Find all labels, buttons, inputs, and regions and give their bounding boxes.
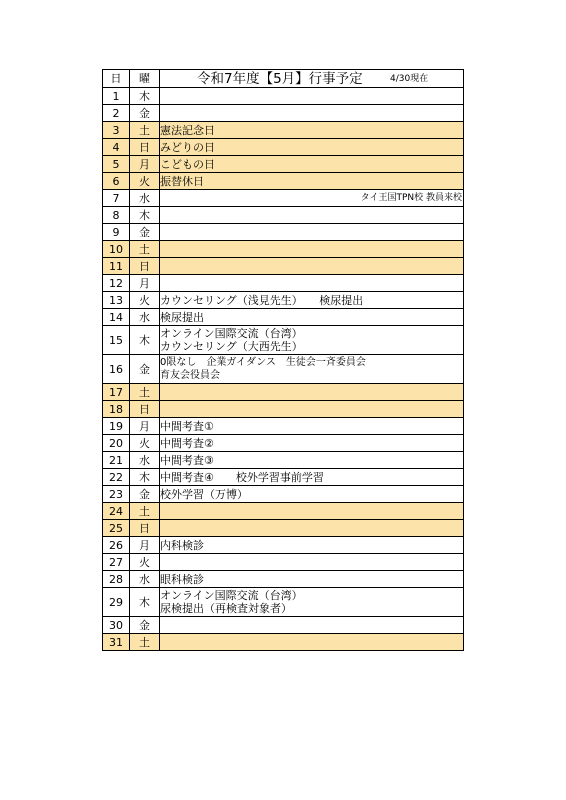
event-text: カウンセリング（浅見先生） 検尿提出	[160, 293, 364, 307]
table-row	[103, 88, 464, 105]
table-row	[103, 503, 464, 520]
event-text: 振替休日	[160, 174, 204, 188]
weekday: 水	[130, 452, 160, 469]
day-number: 11	[103, 258, 130, 275]
event-text: オンライン国際交流（台湾）	[160, 327, 303, 340]
event-cell	[160, 418, 464, 435]
table-row	[103, 617, 464, 634]
event-text: 内科検診	[160, 538, 204, 552]
day-number: 9	[103, 224, 130, 241]
event-cell	[160, 355, 464, 384]
day-number: 18	[103, 401, 130, 418]
table-row	[103, 435, 464, 452]
event-cell	[160, 241, 464, 258]
weekday: 木	[130, 326, 160, 355]
weekday: 木	[130, 469, 160, 486]
day-number: 22	[103, 469, 130, 486]
table-row	[103, 634, 464, 651]
header-row	[103, 70, 464, 88]
table-row	[103, 571, 464, 588]
event-text: 尿検提出（再検査対象者）	[160, 602, 292, 615]
day-column-header: 日	[103, 70, 130, 88]
weekday: 日	[130, 401, 160, 418]
weekday: 水	[130, 309, 160, 326]
weekday: 金	[130, 617, 160, 634]
event-cell	[160, 537, 464, 554]
event-cell	[160, 292, 464, 309]
weekday: 日	[130, 139, 160, 156]
table-row	[103, 384, 464, 401]
day-number: 29	[103, 588, 130, 617]
event-note: タイ王国TPN校 教員来校	[360, 192, 462, 203]
day-number: 25	[103, 520, 130, 537]
table-row	[103, 418, 464, 435]
event-text: オンライン国際交流（台湾）	[160, 589, 303, 602]
day-number: 14	[103, 309, 130, 326]
event-cell	[160, 554, 464, 571]
event-cell	[160, 207, 464, 224]
weekday: 月	[130, 418, 160, 435]
weekday: 水	[130, 571, 160, 588]
day-number: 4	[103, 139, 130, 156]
weekday: 水	[130, 190, 160, 207]
event-text: 検尿提出	[160, 310, 204, 324]
table-row	[103, 355, 464, 384]
day-number: 7	[103, 190, 130, 207]
page-title: 令和7年度【5月】行事予定	[197, 71, 363, 87]
day-number: 2	[103, 105, 130, 122]
event-text: 憲法記念日	[160, 123, 215, 137]
event-text: 0限なし 企業ガイダンス 生徒会一斉委員会	[160, 357, 366, 368]
event-cell	[160, 452, 464, 469]
table-row	[103, 241, 464, 258]
weekday: 土	[130, 634, 160, 651]
weekday: 月	[130, 537, 160, 554]
day-number: 13	[103, 292, 130, 309]
table-row	[103, 122, 464, 139]
day-number: 21	[103, 452, 130, 469]
weekday: 金	[130, 355, 160, 384]
event-text: カウンセリング（大西先生）	[160, 340, 303, 353]
table-row	[103, 156, 464, 173]
event-cell	[160, 469, 464, 486]
event-cell	[160, 588, 464, 617]
table-row	[103, 292, 464, 309]
table-row	[103, 139, 464, 156]
day-number: 6	[103, 173, 130, 190]
weekday: 金	[130, 486, 160, 503]
weekday: 木	[130, 207, 160, 224]
event-cell	[160, 224, 464, 241]
table-row	[103, 520, 464, 537]
weekday: 火	[130, 554, 160, 571]
event-cell	[160, 309, 464, 326]
weekday: 土	[130, 503, 160, 520]
day-number: 27	[103, 554, 130, 571]
event-text: 中間考査②	[160, 436, 214, 450]
event-cell	[160, 503, 464, 520]
event-cell	[160, 156, 464, 173]
day-number: 19	[103, 418, 130, 435]
event-text: 中間考査③	[160, 453, 214, 467]
weekday: 火	[130, 173, 160, 190]
table-row	[103, 452, 464, 469]
event-cell	[160, 258, 464, 275]
table-row	[103, 537, 464, 554]
day-number: 28	[103, 571, 130, 588]
event-cell	[160, 88, 464, 105]
event-cell	[160, 486, 464, 503]
day-number: 31	[103, 634, 130, 651]
day-number: 12	[103, 275, 130, 292]
table-row	[103, 207, 464, 224]
weekday: 金	[130, 224, 160, 241]
day-number: 5	[103, 156, 130, 173]
weekday: 火	[130, 435, 160, 452]
event-text: 育友会役員会	[160, 370, 220, 381]
day-number: 20	[103, 435, 130, 452]
table-row	[103, 258, 464, 275]
weekday: 木	[130, 88, 160, 105]
day-number: 23	[103, 486, 130, 503]
weekday: 火	[130, 292, 160, 309]
event-text: 校外学習（万博）	[160, 487, 248, 501]
event-cell	[160, 190, 464, 207]
event-cell	[160, 275, 464, 292]
table-row	[103, 190, 464, 207]
table-row	[103, 554, 464, 571]
day-number: 3	[103, 122, 130, 139]
day-number: 16	[103, 355, 130, 384]
event-cell	[160, 401, 464, 418]
day-number: 10	[103, 241, 130, 258]
table-row	[103, 401, 464, 418]
schedule-body	[103, 70, 464, 651]
weekday: 日	[130, 520, 160, 537]
table-row	[103, 173, 464, 190]
table-row	[103, 588, 464, 617]
event-cell	[160, 617, 464, 634]
event-text: みどりの日	[160, 140, 215, 154]
event-cell	[160, 326, 464, 355]
title-cell	[160, 70, 464, 88]
weekday: 金	[130, 105, 160, 122]
day-number: 24	[103, 503, 130, 520]
table-row	[103, 224, 464, 241]
event-cell	[160, 173, 464, 190]
event-cell	[160, 139, 464, 156]
event-cell	[160, 520, 464, 537]
event-cell	[160, 105, 464, 122]
event-cell	[160, 634, 464, 651]
as-of-date: 4/30現在	[390, 74, 429, 84]
event-text: 中間考査①	[160, 419, 214, 433]
weekday-column-header: 曜	[130, 70, 160, 88]
day-number: 1	[103, 88, 130, 105]
day-number: 17	[103, 384, 130, 401]
event-text: こどもの日	[160, 157, 215, 171]
weekday: 月	[130, 275, 160, 292]
weekday: 木	[130, 588, 160, 617]
table-row	[103, 469, 464, 486]
weekday: 土	[130, 241, 160, 258]
event-text: 中間考査④ 校外学習事前学習	[160, 470, 324, 484]
weekday: 土	[130, 384, 160, 401]
table-row	[103, 105, 464, 122]
table-row	[103, 326, 464, 355]
weekday: 土	[130, 122, 160, 139]
table-row	[103, 275, 464, 292]
event-cell	[160, 571, 464, 588]
table-row	[103, 309, 464, 326]
event-text: 眼科検診	[160, 572, 204, 586]
day-number: 8	[103, 207, 130, 224]
table-row	[103, 486, 464, 503]
event-cell	[160, 435, 464, 452]
day-number: 26	[103, 537, 130, 554]
day-number: 15	[103, 326, 130, 355]
event-cell	[160, 384, 464, 401]
day-number: 30	[103, 617, 130, 634]
schedule-table	[102, 69, 464, 651]
weekday: 日	[130, 258, 160, 275]
event-cell	[160, 122, 464, 139]
weekday: 月	[130, 156, 160, 173]
